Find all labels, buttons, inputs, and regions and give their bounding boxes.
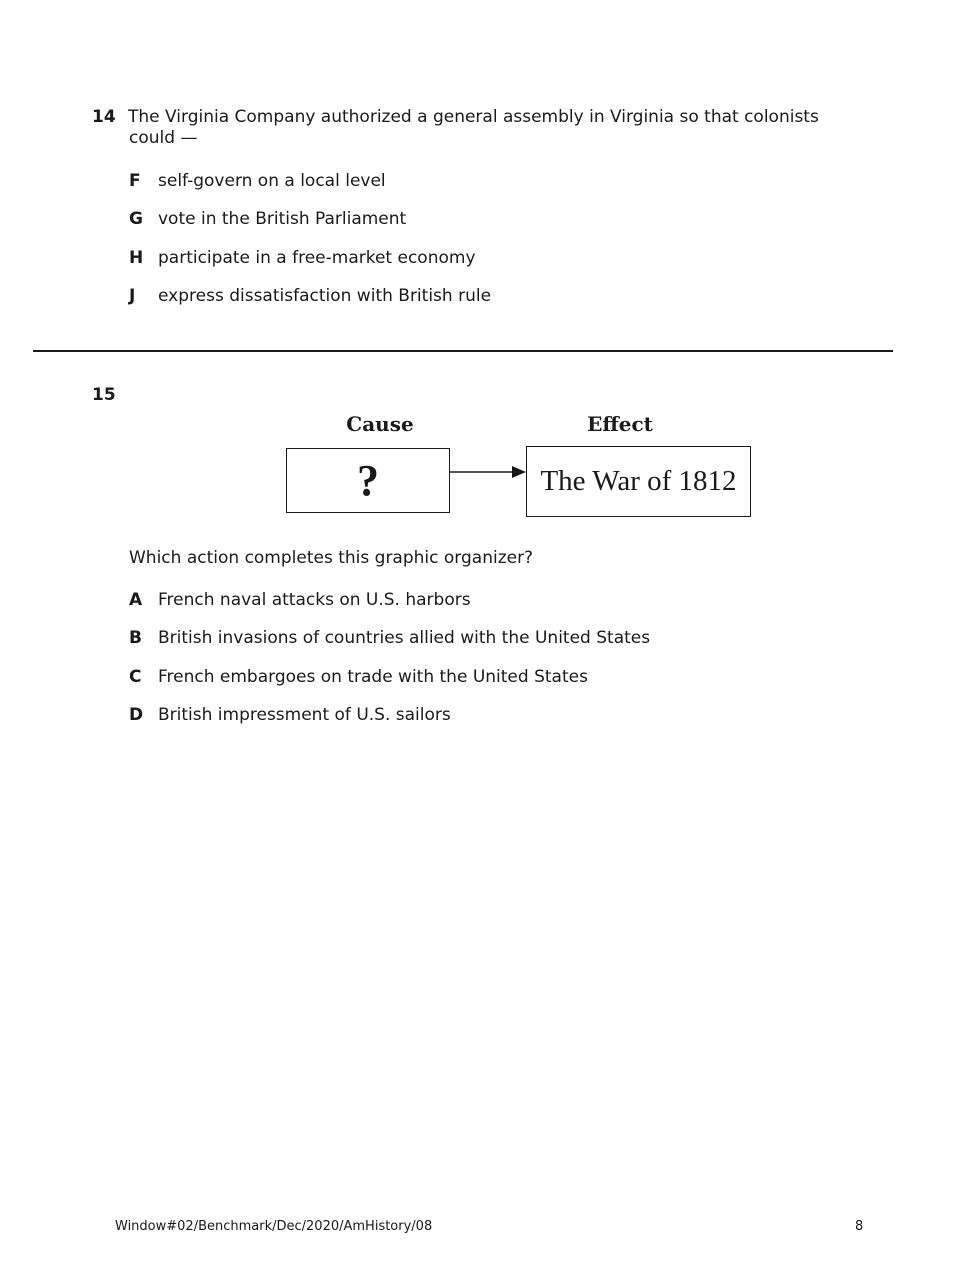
answer-option-a[interactable] bbox=[129, 590, 471, 611]
option-text: participate in a free-market economy bbox=[158, 248, 476, 268]
answer-option-d[interactable] bbox=[129, 705, 451, 726]
footer-document-code: Window#02/Benchmark/Dec/2020/AmHistory/08 bbox=[115, 1219, 433, 1234]
question-14-stem: The Virginia Company authorized a general assembly in Virginia so that colonists could — bbox=[128, 107, 819, 148]
question-15-stem: Which action completes this graphic organizer? bbox=[129, 548, 534, 568]
footer-page-number: 8 bbox=[855, 1219, 864, 1234]
answer-option-g[interactable] bbox=[129, 209, 406, 230]
effect-box bbox=[526, 446, 751, 517]
option-letter: J bbox=[129, 286, 136, 306]
option-letter: H bbox=[129, 248, 144, 268]
option-letter: A bbox=[129, 590, 143, 610]
answer-option-c[interactable] bbox=[129, 667, 588, 688]
option-letter: F bbox=[129, 171, 141, 191]
cause-box bbox=[286, 448, 450, 513]
option-text: vote in the British Parliament bbox=[158, 209, 407, 229]
question-15-number: 15 bbox=[92, 385, 116, 405]
option-text: French embargoes on trade with the United States bbox=[158, 667, 588, 687]
answer-option-h[interactable] bbox=[129, 248, 476, 269]
option-text: French naval attacks on U.S. harbors bbox=[158, 590, 471, 610]
effect-heading: Effect bbox=[587, 412, 653, 436]
option-letter: C bbox=[129, 667, 142, 687]
option-letter: D bbox=[129, 705, 144, 725]
question-divider bbox=[33, 350, 893, 352]
option-text: British impressment of U.S. sailors bbox=[158, 705, 451, 725]
option-letter: B bbox=[129, 628, 142, 648]
effect-text: The War of 1812 bbox=[540, 465, 737, 497]
question-14-number: 14 bbox=[92, 107, 116, 127]
answer-option-b[interactable] bbox=[129, 628, 650, 649]
arrow-icon bbox=[450, 462, 528, 482]
option-text: express dissatisfaction with British rule bbox=[158, 286, 492, 306]
cause-unknown: ? bbox=[357, 455, 379, 505]
option-letter: G bbox=[129, 209, 143, 229]
cause-heading: Cause bbox=[346, 412, 414, 436]
answer-option-f[interactable] bbox=[129, 171, 386, 192]
option-text: self-govern on a local level bbox=[158, 171, 386, 191]
option-text: British invasions of countries allied with the United States bbox=[158, 628, 651, 648]
answer-option-j[interactable] bbox=[129, 286, 491, 307]
